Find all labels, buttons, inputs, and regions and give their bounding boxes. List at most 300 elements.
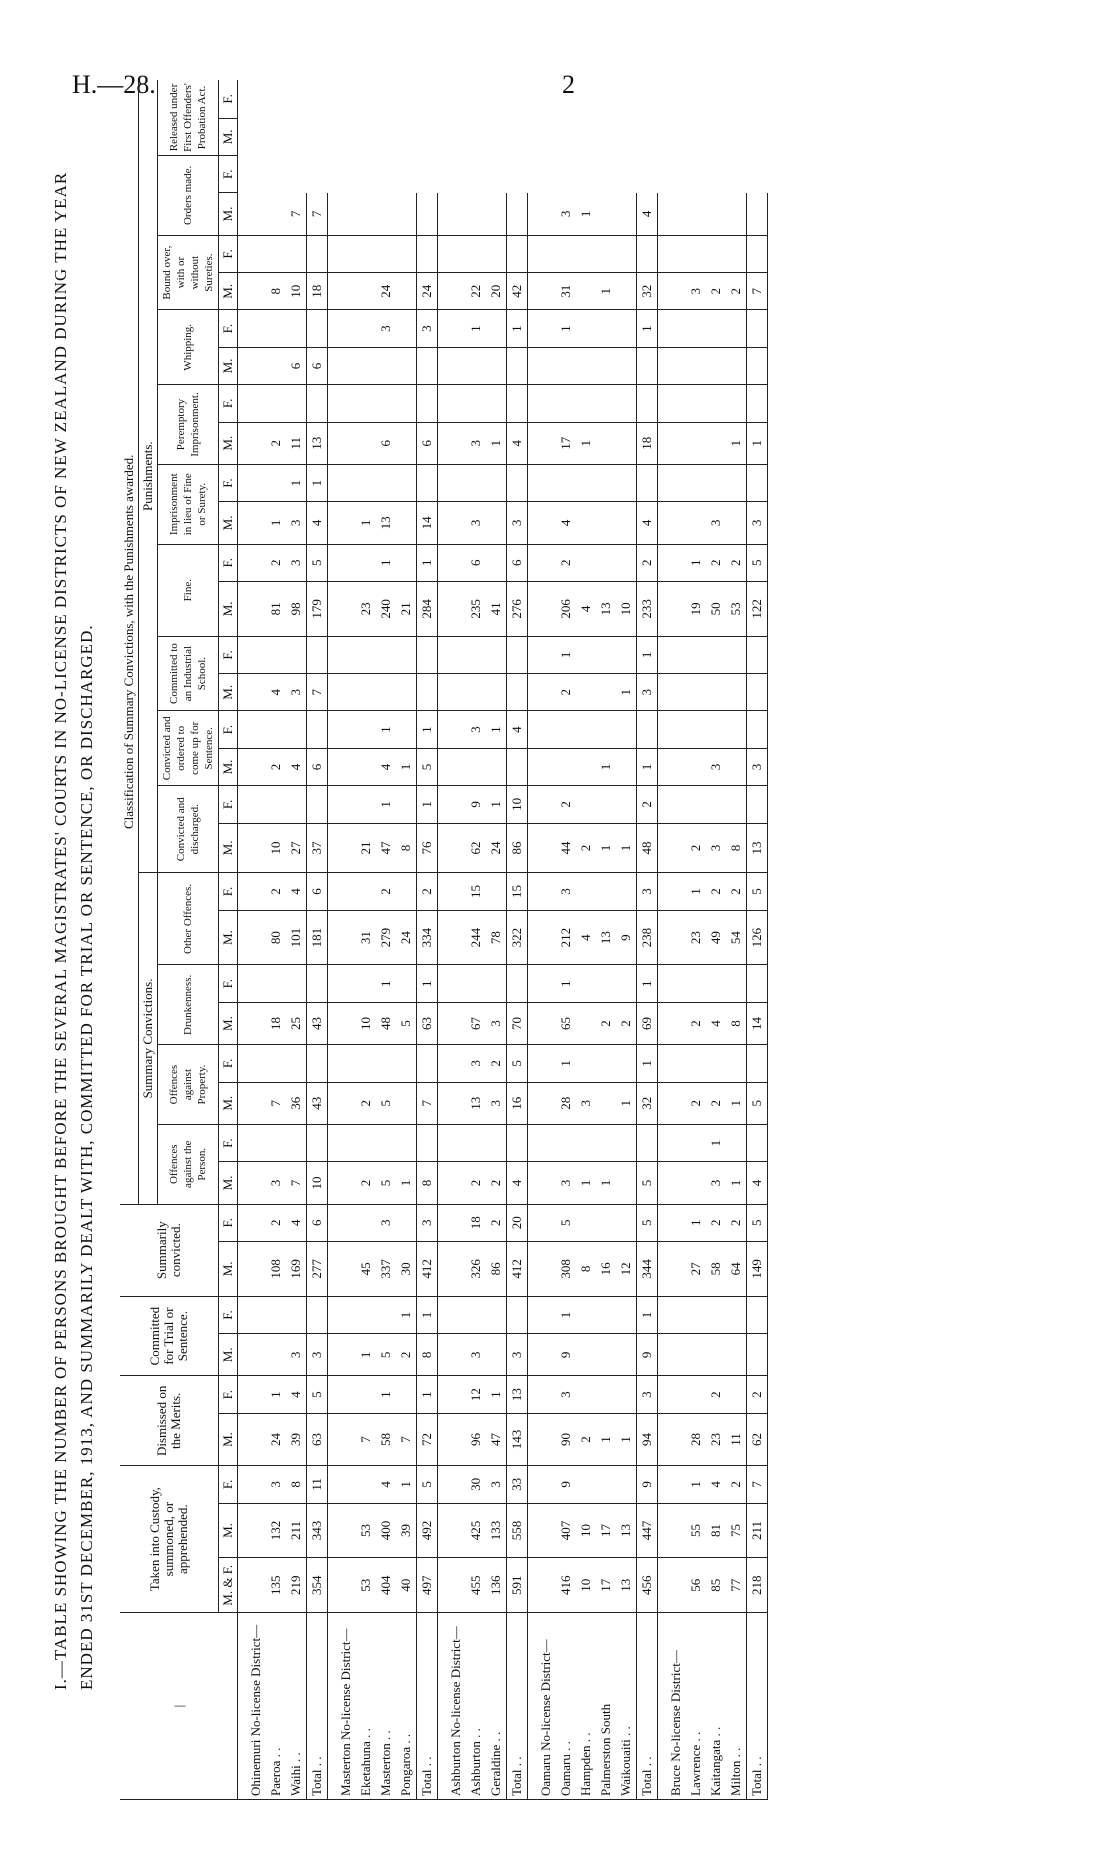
cell: 28 — [686, 1413, 706, 1465]
cell: 2 — [706, 1082, 726, 1124]
cell — [576, 873, 596, 910]
cell — [596, 193, 616, 235]
cell — [486, 235, 507, 272]
cell: 1 — [417, 544, 438, 581]
statistics-table — [120, 80, 768, 1800]
cell — [328, 1082, 357, 1124]
cell — [528, 193, 557, 235]
cell — [396, 674, 417, 711]
cell — [396, 193, 417, 235]
cell — [438, 422, 467, 464]
cell — [706, 422, 726, 464]
cell — [238, 748, 267, 785]
cell — [286, 1296, 307, 1333]
cell: 1 — [556, 965, 576, 1002]
cell — [706, 1334, 726, 1376]
cell — [328, 1241, 357, 1296]
cell: 5 — [747, 1204, 768, 1241]
cell: 1 — [486, 1376, 507, 1413]
cell — [686, 786, 706, 823]
cell — [528, 1082, 557, 1124]
header-m: M. — [219, 193, 238, 235]
cell: 58 — [706, 1241, 726, 1296]
cell: 67 — [466, 1002, 486, 1044]
cell — [238, 1045, 267, 1082]
row-label: Lawrence . . — [686, 1613, 706, 1800]
cell — [286, 965, 307, 1002]
cell — [576, 544, 596, 581]
cell — [396, 1082, 417, 1124]
cell: 326 — [466, 1241, 486, 1296]
cell — [438, 544, 467, 581]
cell — [266, 310, 286, 347]
cell: 5 — [307, 1376, 328, 1413]
cell: 211 — [747, 1503, 768, 1558]
cell: 132 — [266, 1503, 286, 1558]
cell: 10 — [576, 1558, 596, 1613]
cell: 5 — [747, 873, 768, 910]
header-whipping: Whipping. — [158, 310, 219, 385]
cell — [438, 502, 467, 544]
cell: 1 — [556, 310, 576, 347]
cell: 308 — [556, 1241, 576, 1296]
row-label: Palmerston South — [596, 1613, 616, 1800]
cell — [238, 1124, 267, 1161]
cell: 334 — [417, 910, 438, 965]
cell — [576, 502, 596, 544]
header-m: M. — [219, 910, 238, 965]
cell — [658, 1296, 687, 1333]
header-f: F. — [219, 464, 238, 501]
cell — [307, 1124, 328, 1161]
cell: 11 — [286, 422, 307, 464]
cell — [528, 823, 557, 873]
cell — [658, 636, 687, 673]
cell: 24 — [486, 823, 507, 873]
cell — [528, 786, 557, 823]
cell: 1 — [616, 823, 637, 873]
header-fine: Fine. — [158, 544, 219, 636]
cell — [466, 1124, 486, 1161]
cell — [238, 711, 267, 748]
cell — [706, 674, 726, 711]
cell — [238, 422, 267, 464]
cell — [438, 1162, 467, 1204]
cell: 1 — [466, 310, 486, 347]
cell: 455 — [466, 1558, 486, 1613]
cell — [328, 1002, 357, 1044]
page-header-code: H.—28. — [72, 70, 156, 99]
cell: 85 — [706, 1558, 726, 1613]
cell: 1 — [486, 422, 507, 464]
cell — [528, 1241, 557, 1296]
cell — [328, 1162, 357, 1204]
cell: 16 — [596, 1241, 616, 1296]
cell — [486, 1334, 507, 1376]
cell: 80 — [266, 910, 286, 965]
cell: 3 — [376, 310, 396, 347]
cell — [637, 385, 658, 422]
cell — [238, 1334, 267, 1376]
cell — [438, 193, 467, 235]
cell — [576, 674, 596, 711]
cell — [507, 464, 528, 501]
cell: 13 — [616, 1558, 637, 1613]
cell — [658, 385, 687, 422]
cell: 1 — [637, 310, 658, 347]
cell: 25 — [286, 1002, 307, 1044]
cell: 78 — [486, 910, 507, 965]
cell — [417, 347, 438, 384]
cell — [507, 748, 528, 785]
cell: 62 — [466, 823, 486, 873]
cell — [576, 273, 596, 310]
cell — [686, 464, 706, 501]
cell — [706, 786, 726, 823]
header-m: M. — [219, 118, 238, 155]
cell — [356, 193, 376, 235]
cell: 30 — [466, 1466, 486, 1503]
cell — [266, 711, 286, 748]
cell: 1 — [726, 422, 747, 464]
district-row — [438, 80, 467, 1800]
cell — [528, 273, 557, 310]
cell — [466, 636, 486, 673]
cell: 5 — [747, 544, 768, 581]
cell — [396, 1376, 417, 1413]
cell — [438, 873, 467, 910]
cell — [417, 464, 438, 501]
cell — [726, 464, 747, 501]
cell — [438, 1558, 467, 1613]
header-taken: Taken into Custody, summoned, or apprehended. — [120, 1466, 219, 1613]
row-label: Total . . — [417, 1613, 438, 1800]
table-title: I.—TABLE SHOWING THE NUMBER OF PERSONS BROUGHT BEFORE THE SEVERAL MAGISTRATES' COURTS IN NO-LICENSE DISTRICTS OF NEW ZEALAND DURING THE YEAR ENDED 31ST DECEMBER, 1913, AND SUMMARILY DEALT WITH, COMMITTED FOR TRIAL OR SENTENCE, OR DISCHARGED. — [51, 171, 96, 1690]
cell: 2 — [266, 748, 286, 785]
cell — [658, 347, 687, 384]
cell: 4 — [747, 1162, 768, 1204]
cell: 591 — [507, 1558, 528, 1613]
cell: 76 — [417, 823, 438, 873]
cell: 5 — [507, 1045, 528, 1082]
cell — [266, 786, 286, 823]
cell: 14 — [417, 502, 438, 544]
total-row — [637, 80, 658, 1800]
cell — [658, 1334, 687, 1376]
district-row — [658, 80, 687, 1800]
cell — [396, 711, 417, 748]
cell — [466, 1296, 486, 1333]
cell — [266, 1124, 286, 1161]
cell: 1 — [686, 1466, 706, 1503]
header-imprisonment: Imprisonment in lieu of Fine or Surety. — [158, 464, 219, 544]
cell: 2 — [556, 544, 576, 581]
cell — [328, 273, 357, 310]
header-f: F. — [219, 1466, 238, 1503]
cell — [328, 873, 357, 910]
cell — [706, 965, 726, 1002]
cell — [596, 385, 616, 422]
cell — [486, 1296, 507, 1333]
cell — [528, 544, 557, 581]
cell — [238, 1082, 267, 1124]
cell: 55 — [686, 1503, 706, 1558]
cell: 98 — [286, 581, 307, 636]
cell: 6 — [417, 422, 438, 464]
cell — [726, 965, 747, 1002]
cell — [328, 310, 357, 347]
cell: 86 — [486, 1241, 507, 1296]
cell: 47 — [376, 823, 396, 873]
cell: 322 — [507, 910, 528, 965]
cell — [238, 581, 267, 636]
cell — [466, 385, 486, 422]
cell — [376, 674, 396, 711]
cell — [616, 873, 637, 910]
cell — [596, 544, 616, 581]
cell — [307, 965, 328, 1002]
cell — [356, 347, 376, 384]
header-f: F. — [219, 1376, 238, 1413]
cell — [356, 636, 376, 673]
cell — [528, 422, 557, 464]
cell — [396, 422, 417, 464]
cell: 3 — [417, 1204, 438, 1241]
row-label: Ashburton No-license District— — [438, 1613, 467, 1800]
cell — [238, 464, 267, 501]
cell — [438, 910, 467, 965]
cell — [528, 464, 557, 501]
cell — [356, 1124, 376, 1161]
header-bound: Bound over, with or without Sureties. — [158, 235, 219, 310]
cell — [466, 235, 486, 272]
total-row — [507, 80, 528, 1800]
cell: 4 — [556, 502, 576, 544]
cell: 13 — [747, 823, 768, 873]
cell — [596, 965, 616, 1002]
cell — [576, 636, 596, 673]
cell — [238, 910, 267, 965]
cell: 235 — [466, 581, 486, 636]
cell — [238, 310, 267, 347]
row-label: Total . . — [307, 1613, 328, 1800]
cell: 70 — [507, 1002, 528, 1044]
cell — [528, 385, 557, 422]
cell — [417, 385, 438, 422]
header-f: F. — [219, 544, 238, 581]
cell: 1 — [417, 786, 438, 823]
cell: 1 — [726, 1162, 747, 1204]
cell — [466, 464, 486, 501]
cell — [328, 674, 357, 711]
cell — [266, 1045, 286, 1082]
cell: 16 — [507, 1082, 528, 1124]
cell: 1 — [686, 873, 706, 910]
cell: 143 — [507, 1413, 528, 1465]
cell: 218 — [747, 1558, 768, 1613]
cell: 8 — [266, 273, 286, 310]
cell: 58 — [376, 1413, 396, 1465]
cell: 1 — [576, 1162, 596, 1204]
cell — [238, 965, 267, 1002]
cell — [356, 1376, 376, 1413]
cell — [486, 674, 507, 711]
cell — [576, 786, 596, 823]
cell — [507, 193, 528, 235]
cell — [238, 674, 267, 711]
cell: 1 — [686, 544, 706, 581]
header-f: F. — [219, 1296, 238, 1333]
cell: 101 — [286, 910, 307, 965]
cell — [328, 1503, 357, 1558]
cell: 2 — [706, 1376, 726, 1413]
cell — [376, 193, 396, 235]
header-f: F. — [219, 1204, 238, 1241]
cell — [528, 1002, 557, 1044]
cell — [596, 502, 616, 544]
cell — [747, 786, 768, 823]
cell — [686, 636, 706, 673]
cell — [528, 1334, 557, 1376]
cell — [616, 1296, 637, 1333]
cell: 3 — [686, 273, 706, 310]
cell: 42 — [507, 273, 528, 310]
cell: 1 — [376, 965, 396, 1002]
cell: 447 — [637, 1503, 658, 1558]
cell — [286, 1045, 307, 1082]
cell — [658, 310, 687, 347]
cell — [238, 786, 267, 823]
cell — [747, 1334, 768, 1376]
cell — [238, 1376, 267, 1413]
cell — [376, 1296, 396, 1333]
cell: 9 — [556, 1466, 576, 1503]
cell — [528, 1045, 557, 1082]
cell — [328, 422, 357, 464]
cell — [328, 786, 357, 823]
table-row — [706, 80, 726, 1800]
cell — [238, 1466, 267, 1503]
cell: 1 — [396, 1466, 417, 1503]
table-row — [286, 80, 307, 1800]
header-committed: Committed for Trial or Sentence. — [120, 1296, 219, 1376]
cell — [438, 1002, 467, 1044]
header-mf-row — [219, 80, 238, 1800]
cell: 6 — [307, 748, 328, 785]
row-label: Masterton . . — [376, 1613, 396, 1800]
cell — [658, 464, 687, 501]
cell — [616, 1334, 637, 1376]
cell: 28 — [556, 1082, 576, 1124]
cell — [328, 1334, 357, 1376]
cell: 18 — [466, 1204, 486, 1241]
cell: 2 — [356, 1162, 376, 1204]
cell: 1 — [417, 965, 438, 1002]
cell — [328, 711, 357, 748]
cell: 43 — [307, 1082, 328, 1124]
header-orders: Orders made. — [158, 156, 219, 236]
cell — [238, 1204, 267, 1241]
cell: 240 — [376, 581, 396, 636]
cell: 75 — [726, 1503, 747, 1558]
cell — [466, 965, 486, 1002]
cell: 4 — [706, 1466, 726, 1503]
cell: 3 — [637, 873, 658, 910]
cell — [328, 502, 357, 544]
cell: 1 — [286, 464, 307, 501]
cell — [356, 965, 376, 1002]
header-m: M. — [219, 581, 238, 636]
cell: 3 — [286, 544, 307, 581]
cell — [576, 965, 596, 1002]
cell: 32 — [637, 1082, 658, 1124]
cell — [328, 1558, 357, 1613]
cell — [286, 1124, 307, 1161]
cell: 1 — [356, 1334, 376, 1376]
cell — [328, 544, 357, 581]
cell: 1 — [596, 1413, 616, 1465]
cell — [438, 1204, 467, 1241]
cell — [486, 544, 507, 581]
cell — [616, 711, 637, 748]
cell — [528, 1558, 557, 1613]
cell: 1 — [747, 422, 768, 464]
header-f: F. — [219, 80, 238, 118]
cell — [528, 1124, 557, 1161]
cell: 2 — [616, 1002, 637, 1044]
cell — [596, 235, 616, 272]
cell: 15 — [466, 873, 486, 910]
cell — [726, 1296, 747, 1333]
cell: 1 — [596, 823, 616, 873]
cell: 1 — [266, 1376, 286, 1413]
header-m: M. — [219, 674, 238, 711]
cell — [328, 748, 357, 785]
cell — [556, 711, 576, 748]
cell — [238, 1162, 267, 1204]
cell: 343 — [307, 1503, 328, 1558]
cell: 4 — [376, 1466, 396, 1503]
cell: 7 — [747, 1466, 768, 1503]
cell — [507, 385, 528, 422]
cell: 337 — [376, 1241, 396, 1296]
cell: 2 — [726, 1204, 747, 1241]
cell: 3 — [507, 502, 528, 544]
cell: 412 — [507, 1241, 528, 1296]
cell — [616, 235, 637, 272]
cell — [747, 1124, 768, 1161]
cell: 54 — [726, 910, 747, 965]
cell — [266, 1334, 286, 1376]
row-label: Waikouaiti . . — [616, 1613, 637, 1800]
cell — [726, 385, 747, 422]
cell — [238, 1296, 267, 1333]
cell — [576, 1124, 596, 1161]
cell — [396, 502, 417, 544]
cell — [528, 1503, 557, 1558]
header-conv-disch: Convicted and discharged. — [158, 786, 219, 873]
cell — [726, 310, 747, 347]
cell — [356, 674, 376, 711]
cell — [706, 385, 726, 422]
cell: 33 — [507, 1466, 528, 1503]
row-label: Ohinemuri No-license District— — [238, 1613, 267, 1800]
header-summarily: Summarily convicted. — [120, 1204, 219, 1296]
cell — [576, 464, 596, 501]
cell: 1 — [376, 711, 396, 748]
header-m: M. — [219, 1162, 238, 1204]
cell — [328, 1376, 357, 1413]
